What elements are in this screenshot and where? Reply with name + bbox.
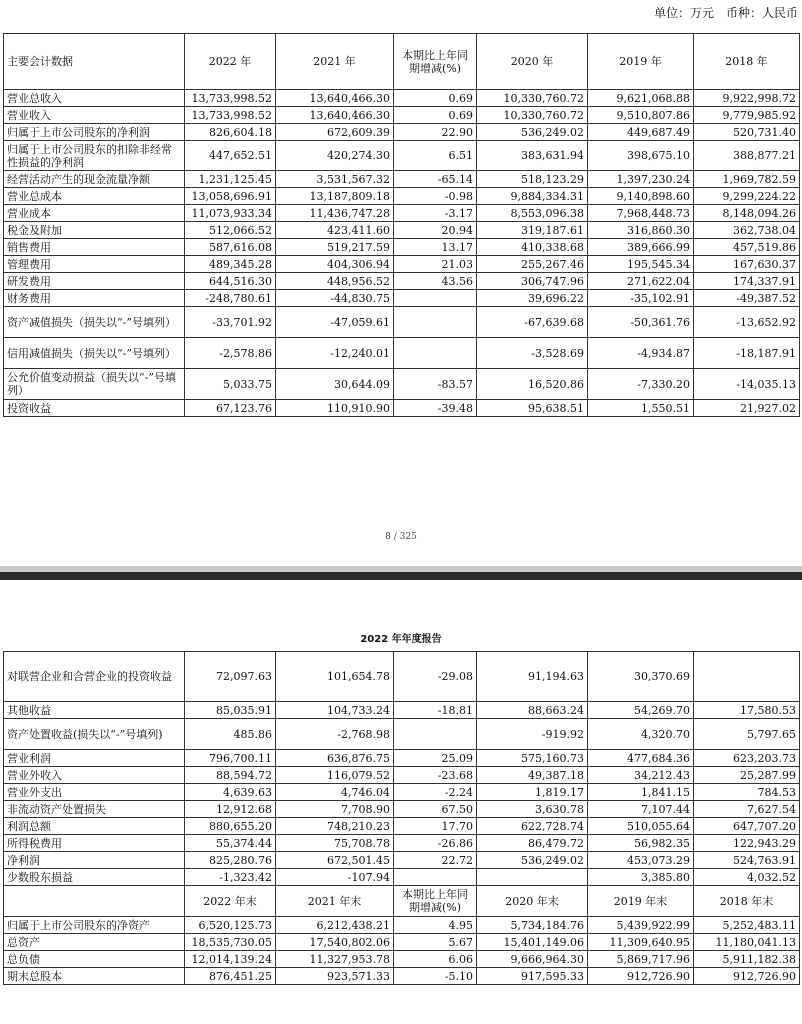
row-label: 研发费用	[4, 273, 185, 290]
table-cell: 21,927.02	[694, 400, 800, 417]
table-cell: 636,876.75	[276, 750, 394, 767]
table-cell: -23.68	[394, 767, 477, 784]
table-cell: 9,922,998.72	[694, 90, 800, 107]
table-cell: -49,387.52	[694, 290, 800, 307]
table-cell: 510,055.64	[588, 818, 694, 835]
table-cell: 5,797.65	[694, 719, 800, 750]
table-cell: 174,337.91	[694, 273, 800, 290]
table-cell: 383,631.94	[477, 141, 588, 171]
table-cell: 86,479.72	[477, 835, 588, 852]
table-cell: 122,943.29	[694, 835, 800, 852]
table-cell: 575,160.73	[477, 750, 588, 767]
table-cell: 11,436,747.28	[276, 205, 394, 222]
table-cell: -44,830.75	[276, 290, 394, 307]
table-row	[4, 750, 800, 767]
row-label: 信用减值损失（损失以“-”号填列）	[4, 338, 185, 369]
table-cell: 56,982.35	[588, 835, 694, 852]
table-cell: 20.94	[394, 222, 477, 239]
table-cell: 25,287.99	[694, 767, 800, 784]
table-cell: -2,768.98	[276, 719, 394, 750]
table-cell: 4,639.63	[185, 784, 276, 801]
table-cell: 12,912.68	[185, 801, 276, 818]
table-cell: -47,059.61	[276, 307, 394, 338]
table-cell: -29.08	[394, 652, 477, 702]
table-row	[4, 702, 800, 719]
table-cell: 4,320.70	[588, 719, 694, 750]
table-cell	[477, 869, 588, 886]
table-cell: 4.95	[394, 917, 477, 934]
table-row	[4, 90, 800, 107]
row-label: 财务费用	[4, 290, 185, 307]
table-cell: 13,640,466.30	[276, 107, 394, 124]
table-cell: 6,212,438.21	[276, 917, 394, 934]
row-label: 营业总成本	[4, 188, 185, 205]
table-row	[4, 767, 800, 784]
table-cell: -13,652.92	[694, 307, 800, 338]
table-cell: 316,860.30	[588, 222, 694, 239]
table-cell: 101,654.78	[276, 652, 394, 702]
table-cell: 88,663.24	[477, 702, 588, 719]
table-cell: 88,594.72	[185, 767, 276, 784]
column-header: 2020 年末	[477, 886, 588, 917]
table-cell: 9,884,334.31	[477, 188, 588, 205]
column-header: 本期比上年同期增减(%)	[394, 886, 477, 917]
table-cell: 306,747.96	[477, 273, 588, 290]
table-cell: 8,148,094.26	[694, 205, 800, 222]
table-cell: 784.53	[694, 784, 800, 801]
table-cell: 25.09	[394, 750, 477, 767]
table-cell: 13,187,809.18	[276, 188, 394, 205]
table-cell: 404,306.94	[276, 256, 394, 273]
table-cell: -7,330.20	[588, 369, 694, 400]
table-cell: 17,540,802.06	[276, 934, 394, 951]
column-header: 2020 年	[477, 34, 588, 90]
table-cell: 319,187.61	[477, 222, 588, 239]
table-cell: -35,102.91	[588, 290, 694, 307]
row-label: 资产减值损失（损失以“-”号填列）	[4, 307, 185, 338]
table-row	[4, 801, 800, 818]
table-cell: 3,531,567.32	[276, 171, 394, 188]
table-row	[4, 107, 800, 124]
table-cell: 1,819.17	[477, 784, 588, 801]
column-header: 2021 年	[276, 34, 394, 90]
table-cell: 10,330,760.72	[477, 107, 588, 124]
table-cell: 17.70	[394, 818, 477, 835]
table-cell: -107.94	[276, 869, 394, 886]
table-cell: -65.14	[394, 171, 477, 188]
table-cell: 448,956.52	[276, 273, 394, 290]
row-label: 营业成本	[4, 205, 185, 222]
table-row	[4, 400, 800, 417]
table-cell: 622,728.74	[477, 818, 588, 835]
table-cell: -2.24	[394, 784, 477, 801]
table-cell: 54,269.70	[588, 702, 694, 719]
row-label: 经营活动产生的现金流量净额	[4, 171, 185, 188]
table-cell: 95,638.51	[477, 400, 588, 417]
page-number: 8 / 325	[385, 532, 417, 542]
table-cell: -83.57	[394, 369, 477, 400]
column-header	[4, 886, 185, 917]
table-cell: 748,210.23	[276, 818, 394, 835]
table-row	[4, 652, 800, 702]
table-cell: 447,652.51	[185, 141, 276, 171]
table-cell: -39.48	[394, 400, 477, 417]
table-cell: 11,180,041.13	[694, 934, 800, 951]
row-label: 公允价值变动损益（损失以“-”号填列）	[4, 369, 185, 400]
key-accounting-data-table-continued	[3, 651, 800, 985]
table-cell: 536,249.02	[477, 124, 588, 141]
table-cell: 85,035.91	[185, 702, 276, 719]
table-cell: 880,655.20	[185, 818, 276, 835]
table-cell: -26.86	[394, 835, 477, 852]
table-row	[4, 239, 800, 256]
table-cell: 34,212.43	[588, 767, 694, 784]
table-cell: 8,553,096.38	[477, 205, 588, 222]
table-cell: 4,032.52	[694, 869, 800, 886]
table-cell: 11,309,640.95	[588, 934, 694, 951]
column-header: 2019 年末	[588, 886, 694, 917]
table-cell: 13,058,696.91	[185, 188, 276, 205]
table-cell: 13,733,998.52	[185, 107, 276, 124]
table-cell: 91,194.63	[477, 652, 588, 702]
table-header-row	[4, 34, 800, 90]
row-label: 营业外支出	[4, 784, 185, 801]
table-cell: 116,079.52	[276, 767, 394, 784]
table-cell: 67.50	[394, 801, 477, 818]
table-cell: 512,066.52	[185, 222, 276, 239]
table-cell: 423,411.60	[276, 222, 394, 239]
table-row	[4, 171, 800, 188]
table-cell	[394, 290, 477, 307]
table-cell: 104,733.24	[276, 702, 394, 719]
table-cell: 110,910.90	[276, 400, 394, 417]
table-cell: 1,969,782.59	[694, 171, 800, 188]
table-cell: 75,708.78	[276, 835, 394, 852]
table-cell: 7,627.54	[694, 801, 800, 818]
row-label: 管理费用	[4, 256, 185, 273]
table-cell: 825,280.76	[185, 852, 276, 869]
table-row	[4, 307, 800, 338]
row-label: 净利润	[4, 852, 185, 869]
table-header-row	[4, 886, 800, 917]
row-label: 对联营企业和合营企业的投资收益	[4, 652, 185, 702]
table-cell: 362,738.04	[694, 222, 800, 239]
table-cell: 1,841.15	[588, 784, 694, 801]
table-row	[4, 719, 800, 750]
table-cell: 398,675.10	[588, 141, 694, 171]
column-header: 2018 年	[694, 34, 800, 90]
table-cell: 796,700.11	[185, 750, 276, 767]
table-row	[4, 835, 800, 852]
table-row	[4, 951, 800, 968]
table-cell: 7,968,448.73	[588, 205, 694, 222]
table-row	[4, 869, 800, 886]
table-cell: 9,299,224.22	[694, 188, 800, 205]
table-cell: 5.67	[394, 934, 477, 951]
report-title: 2022 年年度报告	[360, 634, 442, 645]
table-cell: 518,123.29	[477, 171, 588, 188]
table-cell: 4,746.04	[276, 784, 394, 801]
table-cell: 17,580.53	[694, 702, 800, 719]
table-cell: -919.92	[477, 719, 588, 750]
column-header: 主要会计数据	[4, 34, 185, 90]
table-cell: 16,520.86	[477, 369, 588, 400]
table-row	[4, 222, 800, 239]
table-cell: -33,701.92	[185, 307, 276, 338]
table-cell: 0.69	[394, 107, 477, 124]
row-label: 所得税费用	[4, 835, 185, 852]
table-cell: 167,630.37	[694, 256, 800, 273]
page-separator-dark	[0, 572, 802, 580]
table-cell: 7,107.44	[588, 801, 694, 818]
table-cell	[694, 652, 800, 702]
table-cell: 6.51	[394, 141, 477, 171]
table-row	[4, 205, 800, 222]
table-cell: 477,684.36	[588, 750, 694, 767]
table-cell: 917,595.33	[477, 968, 588, 985]
row-label: 营业收入	[4, 107, 185, 124]
table-cell: 1,397,230.24	[588, 171, 694, 188]
table-cell: 67,123.76	[185, 400, 276, 417]
row-label: 营业总收入	[4, 90, 185, 107]
table-cell: 5,911,182.38	[694, 951, 800, 968]
row-label: 营业利润	[4, 750, 185, 767]
table-cell: -50,361.76	[588, 307, 694, 338]
table-row	[4, 338, 800, 369]
table-cell: 826,604.18	[185, 124, 276, 141]
table-cell: -4,934.87	[588, 338, 694, 369]
column-header: 2022 年	[185, 34, 276, 90]
table-cell: -67,639.68	[477, 307, 588, 338]
table-cell: 644,516.30	[185, 273, 276, 290]
table-cell: 5,252,483.11	[694, 917, 800, 934]
table-cell: 43.56	[394, 273, 477, 290]
table-cell: 22.90	[394, 124, 477, 141]
table-cell: 623,203.73	[694, 750, 800, 767]
table-cell: 22.72	[394, 852, 477, 869]
table-cell: 489,345.28	[185, 256, 276, 273]
row-label: 归属于上市公司股东的净资产	[4, 917, 185, 934]
row-label: 少数股东损益	[4, 869, 185, 886]
table-cell: 3,630.78	[477, 801, 588, 818]
table-cell: 13,733,998.52	[185, 90, 276, 107]
table-row	[4, 141, 800, 171]
table-cell: 1,231,125.45	[185, 171, 276, 188]
table-cell: 389,666.99	[588, 239, 694, 256]
table-cell: 49,387.18	[477, 767, 588, 784]
table-cell: 410,338.68	[477, 239, 588, 256]
table-cell: 11,073,933.34	[185, 205, 276, 222]
table-cell: 15,401,149.06	[477, 934, 588, 951]
table-cell: 13,640,466.30	[276, 90, 394, 107]
table-row	[4, 124, 800, 141]
table-cell: -2,578.86	[185, 338, 276, 369]
table-cell: 912,726.90	[694, 968, 800, 985]
table-row	[4, 917, 800, 934]
table-row	[4, 784, 800, 801]
table-cell: -12,240.01	[276, 338, 394, 369]
table-cell: 255,267.46	[477, 256, 588, 273]
table-cell: -3,528.69	[477, 338, 588, 369]
table-cell: 12,014,139.24	[185, 951, 276, 968]
table-cell: 536,249.02	[477, 852, 588, 869]
table-cell: 520,731.40	[694, 124, 800, 141]
table-cell: 457,519.86	[694, 239, 800, 256]
table-cell: 21.03	[394, 256, 477, 273]
table-row	[4, 188, 800, 205]
table-cell: 672,609.39	[276, 124, 394, 141]
table-cell: 1,550.51	[588, 400, 694, 417]
row-label: 总负债	[4, 951, 185, 968]
table-cell: 485.86	[185, 719, 276, 750]
table-cell: 388,877.21	[694, 141, 800, 171]
column-header: 2018 年末	[694, 886, 800, 917]
table-row	[4, 369, 800, 400]
table-cell: -1,323.42	[185, 869, 276, 886]
table-row	[4, 968, 800, 985]
table-cell: -18.81	[394, 702, 477, 719]
row-label: 营业外收入	[4, 767, 185, 784]
table-cell: 11,327,953.78	[276, 951, 394, 968]
table-cell: 5,869,717.96	[588, 951, 694, 968]
key-accounting-data-table	[3, 33, 800, 417]
table-cell: 524,763.91	[694, 852, 800, 869]
table-cell: 271,622.04	[588, 273, 694, 290]
row-label: 归属于上市公司股东的净利润	[4, 124, 185, 141]
unit-currency-note: 单位：万元 币种：人民币	[653, 6, 798, 20]
table-cell: 3,385.80	[588, 869, 694, 886]
table-cell: 647,707.20	[694, 818, 800, 835]
row-label: 利润总额	[4, 818, 185, 835]
table-cell	[394, 338, 477, 369]
table-cell: -248,780.61	[185, 290, 276, 307]
table-cell: 587,616.08	[185, 239, 276, 256]
table-cell: 923,571.33	[276, 968, 394, 985]
table-cell: 10,330,760.72	[477, 90, 588, 107]
table-cell: -18,187.91	[694, 338, 800, 369]
table-cell: 30,644.09	[276, 369, 394, 400]
table-cell	[394, 307, 477, 338]
table-cell: 39,696.22	[477, 290, 588, 307]
table-cell: 912,726.90	[588, 968, 694, 985]
row-label: 非流动资产处置损失	[4, 801, 185, 818]
table-cell: 6.06	[394, 951, 477, 968]
table-cell: 9,779,985.92	[694, 107, 800, 124]
table-cell: 449,687.49	[588, 124, 694, 141]
table-cell: 672,501.45	[276, 852, 394, 869]
row-label: 资产处置收益(损失以“-”号填列)	[4, 719, 185, 750]
column-header: 本期比上年同期增减(%)	[394, 34, 477, 90]
table-cell: -5.10	[394, 968, 477, 985]
table-cell: 0.69	[394, 90, 477, 107]
table-row	[4, 290, 800, 307]
column-header: 2022 年末	[185, 886, 276, 917]
table-row	[4, 256, 800, 273]
table-cell: 420,274.30	[276, 141, 394, 171]
row-label: 总资产	[4, 934, 185, 951]
row-label: 销售费用	[4, 239, 185, 256]
table-row	[4, 852, 800, 869]
row-label: 期末总股本	[4, 968, 185, 985]
table-row	[4, 273, 800, 290]
table-cell: 453,073.29	[588, 852, 694, 869]
table-cell: 30,370.69	[588, 652, 694, 702]
table-row	[4, 818, 800, 835]
row-label: 税金及附加	[4, 222, 185, 239]
table-cell: -3.17	[394, 205, 477, 222]
row-label: 归属于上市公司股东的扣除非经常性损益的净利润	[4, 141, 185, 171]
table-cell: -14,035.13	[694, 369, 800, 400]
table-cell: 7,708.90	[276, 801, 394, 818]
table-cell	[394, 869, 477, 886]
row-label: 其他收益	[4, 702, 185, 719]
table-cell	[394, 719, 477, 750]
row-label: 投资收益	[4, 400, 185, 417]
table-cell: 9,621,068.88	[588, 90, 694, 107]
column-header: 2019 年	[588, 34, 694, 90]
table-cell: 9,510,807.86	[588, 107, 694, 124]
table-cell: 876,451.25	[185, 968, 276, 985]
table-cell: 5,734,184.76	[477, 917, 588, 934]
table-cell: 9,140,898.60	[588, 188, 694, 205]
table-cell: 5,033.75	[185, 369, 276, 400]
table-cell: 195,545.34	[588, 256, 694, 273]
table-cell: 6,520,125.73	[185, 917, 276, 934]
column-header: 2021 年末	[276, 886, 394, 917]
table-cell: -0.98	[394, 188, 477, 205]
table-cell: 55,374.44	[185, 835, 276, 852]
table-row	[4, 934, 800, 951]
table-cell: 9,666,964.30	[477, 951, 588, 968]
table-cell: 519,217.59	[276, 239, 394, 256]
table-cell: 5,439,922.99	[588, 917, 694, 934]
table-cell: 72,097.63	[185, 652, 276, 702]
table-cell: 13.17	[394, 239, 477, 256]
table-cell: 18,535,730.05	[185, 934, 276, 951]
